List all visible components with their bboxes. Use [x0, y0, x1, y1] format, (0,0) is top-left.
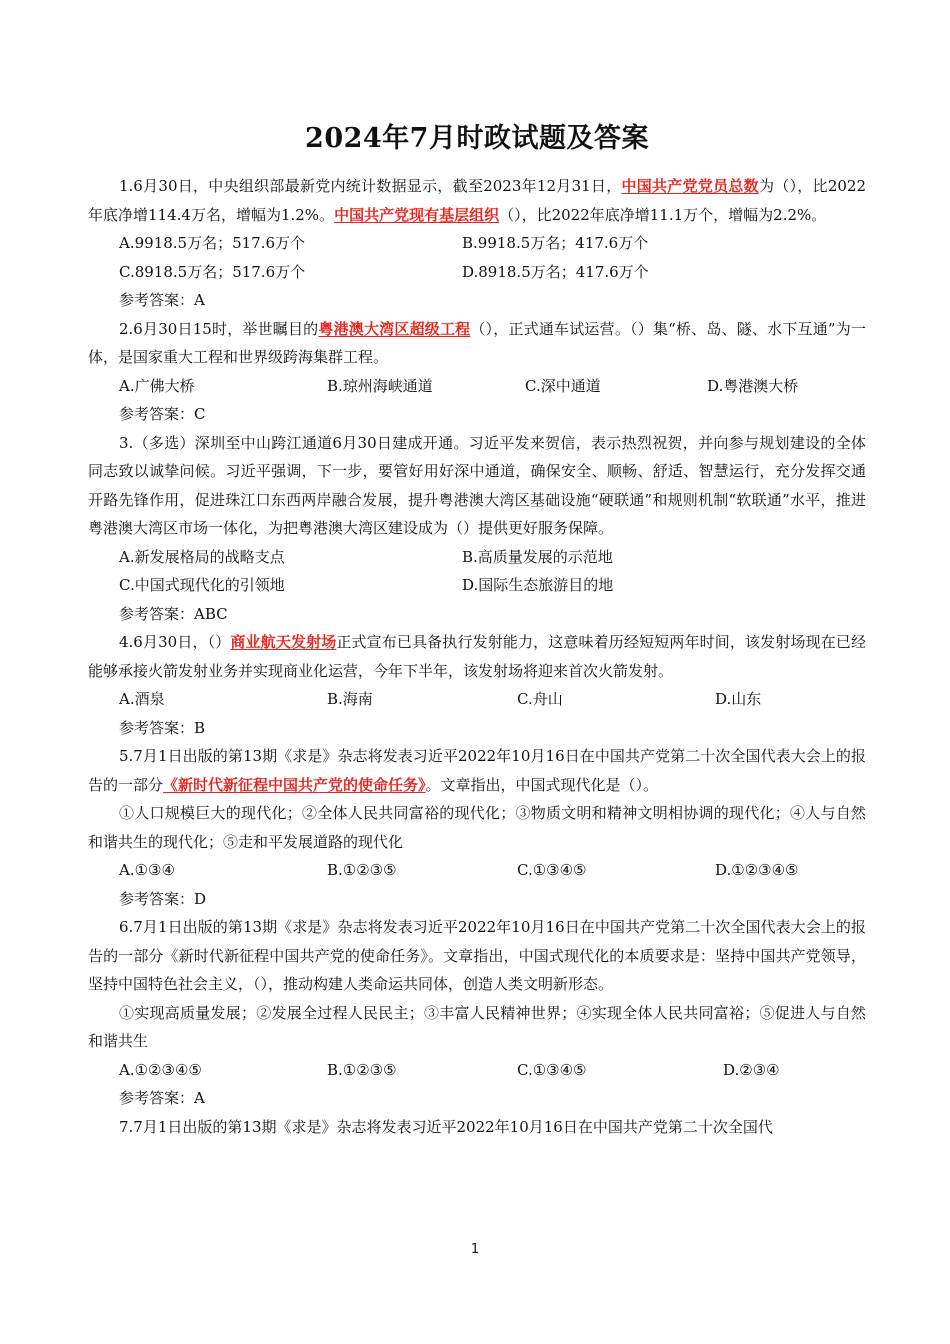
highlight-launch-site: 商业航天发射场	[230, 633, 337, 651]
question-6-options	[88, 1056, 866, 1085]
question-1-text: 1.6月30日，中央组织部最新党内统计数据显示，截至2023年12月31日，中国共产党党员总数为（），比2022年底净增114.4万名，增幅为1.2%。中国共产党现有基层组织（），比2022年底净增11.1万个，增幅为2.2%。	[88, 177, 866, 224]
option-a: A.酒泉	[119, 690, 165, 708]
question-2-text: 2.6月30日15时，举世瞩目的粤港澳大湾区超级工程（），正式通车试运营。（）集“桥、岛、隧、水下互通”为一体，是国家重大工程和世界级跨海集群工程。	[88, 319, 866, 366]
option-a: A.广佛大桥	[119, 376, 195, 395]
question-6-answer: 参考答案：A	[119, 1089, 205, 1107]
question-6-text: 6.7月1日出版的第13期《求是》杂志将发表习近平2022年10月16日在中国共产党第二十次全国代表大会上的报告的一部分《新时代新征程中国共产党的使命任务》。文章指出，中国式现代化的本质要求是：坚持中国共产党领导，坚持中国特色社会主义，（），推动构建人类命运共同体，创造人类文明新形态。	[88, 918, 866, 993]
question-1-options-row-1	[88, 229, 866, 258]
question-1-options-row-2	[88, 258, 866, 287]
question-3-options-row-1	[88, 543, 866, 572]
question-5-items: ①人口规模巨大的现代化；②全体人民共同富裕的现代化；③物质文明和精神文明相协调的现代化；④人与自然和谐共生的现代化；⑤走和平发展道路的现代化	[88, 804, 866, 851]
question-7-text: 7.7月1日出版的第13期《求是》杂志将发表习近平2022年10月16日在中国共产党第二十次全国代	[119, 1117, 773, 1136]
option-c: C.中国式现代化的引领地	[119, 576, 285, 594]
question-3-answer: 参考答案：ABC	[119, 604, 228, 623]
option-a: A.①②③④⑤	[119, 1060, 202, 1079]
document-page	[88, 118, 866, 1141]
option-b: B.海南	[327, 690, 373, 708]
highlight-gba-project: 粤港澳大湾区超级工程	[318, 319, 471, 338]
page-title: 2024年7月时政试题及答案	[305, 123, 649, 154]
option-d: D.国际生态旅游目的地	[462, 576, 614, 594]
question-6-items: ①实现高质量发展；②发展全过程人民民主；③丰富人民精神世界；④实现全体人民共同富裕；⑤促进人与自然和谐共生	[88, 1003, 866, 1050]
highlight-party-members: 中国共产党党员总数	[621, 177, 759, 195]
question-4-answer: 参考答案：B	[119, 718, 206, 737]
question-5-options	[88, 856, 866, 885]
option-c: C.①③④⑤	[517, 1060, 587, 1079]
option-b: B.高质量发展的示范地	[462, 547, 613, 566]
question-2-options	[88, 372, 866, 401]
option-c: C.深中通道	[525, 376, 601, 395]
option-c: C.①③④⑤	[517, 861, 587, 879]
question-4-text: 4.6月30日，（）商业航天发射场正式宣布已具备执行发射能力，这意味着历经短短两年时间，该发射场现在已经能够承接火箭发射业务并实现商业化运营，今年下半年，该发射场将迎来首次火箭发射。	[88, 633, 866, 680]
question-5-answer: 参考答案：D	[119, 889, 207, 908]
option-a: A.①③④	[119, 861, 175, 879]
question-2-answer: 参考答案：C	[119, 405, 206, 423]
option-d: D.②③④	[723, 1060, 780, 1079]
question-5-text: 5.7月1日出版的第13期《求是》杂志将发表习近平2022年10月16日在中国共产党第二十次全国代表大会上的报告的一部分《新时代新征程中国共产党的使命任务》。文章指出，中国式现代化是（）。	[88, 747, 866, 794]
question-3-options-row-2	[88, 571, 866, 600]
option-c: C.8918.5万名；517.6万个	[119, 262, 306, 281]
question-4-options	[88, 685, 866, 714]
question-1-answer: 参考答案：A	[119, 291, 205, 309]
option-d: D.山东	[715, 690, 762, 708]
option-d: D.粤港澳大桥	[707, 376, 799, 395]
option-a: A.新发展格局的战略支点	[119, 547, 285, 566]
highlight-article-title: 《新时代新征程中国共产党的使命任务》	[163, 775, 426, 794]
highlight-grassroots-orgs: 中国共产党现有基层组织	[334, 205, 500, 224]
option-a: A.9918.5万名；517.6万个	[119, 234, 306, 252]
option-b: B.①②③⑤	[327, 1060, 397, 1079]
page-number: 1	[470, 1242, 480, 1257]
option-d: D.①②③④⑤	[715, 861, 799, 879]
option-c: C.舟山	[517, 690, 563, 708]
option-b: B.①②③⑤	[327, 861, 397, 879]
option-b: B.9918.5万名；417.6万个	[462, 234, 649, 252]
option-d: D.8918.5万名；417.6万个	[462, 262, 649, 281]
option-b: B.琼州海峡通道	[327, 376, 433, 395]
question-3-text: 3.（多选）深圳至中山跨江通道6月30日建成开通。习近平发来贺信，表示热烈祝贺，并向参与规划建设的全体同志致以诚挚问候。习近平强调，下一步，要管好用好深中通道，确保安全、顺畅、舒适、智慧运行，充分发挥交通开路先锋作用，促进珠江口东西两岸融合发展，提升粤港澳大湾区基础设施“硬联通”和规则机制“软联通”水平，推进粤港澳大湾区市场一体化，为把粤港澳大湾区建设成为（）提供更好服务保障。	[88, 433, 866, 537]
